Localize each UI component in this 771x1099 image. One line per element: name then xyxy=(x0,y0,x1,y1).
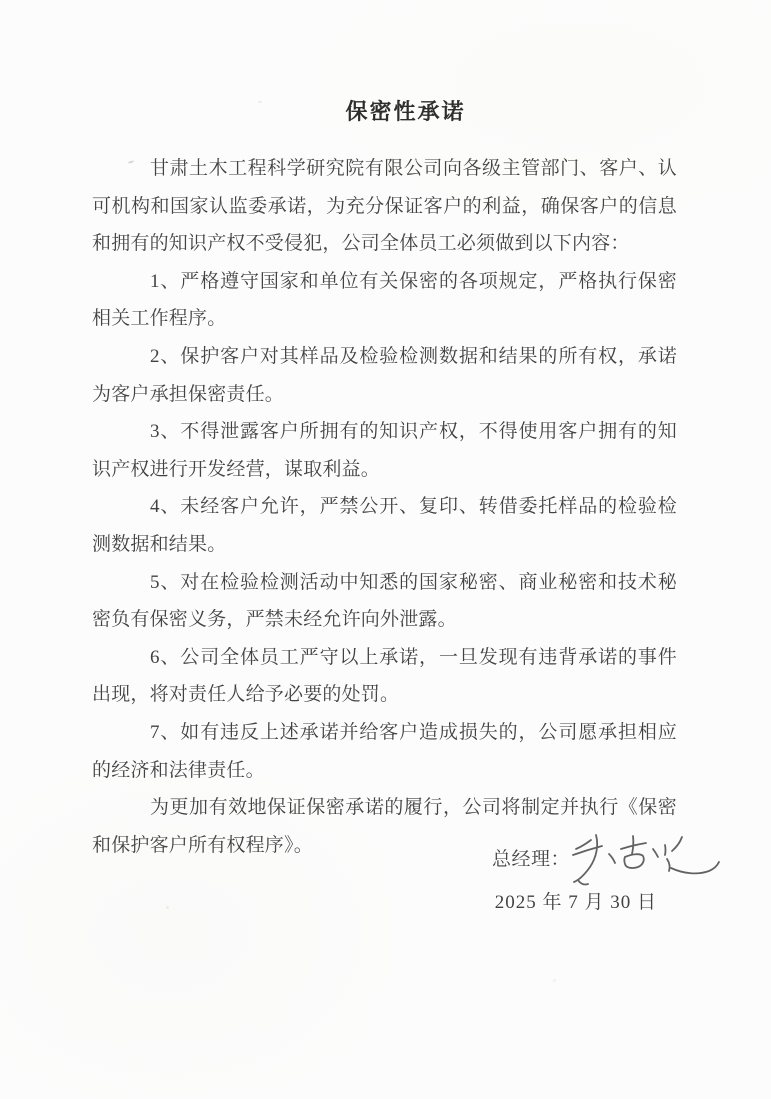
document-date: 2025 年 7 月 30 日 xyxy=(494,892,657,914)
commitment-item-3: 3、不得泄露客户所拥有的知识产权，不得使用客户拥有的知识产权进行开发经营，谋取利益。 xyxy=(92,421,677,480)
signatory-title-label: 总经理： xyxy=(491,849,570,871)
handwritten-signature xyxy=(570,830,720,900)
commitment-item-7: 7、如有违反上述承诺并给客户造成损失的，公司愿承担相应的经济和法律责任。 xyxy=(92,721,677,781)
commitment-item-4: 4、未经客户允许，严禁公开、复印、转借委托样品的检验检测数据和结果。 xyxy=(92,496,677,555)
commitment-item-5: 5、对在检验检测活动中知悉的国家秘密、商业秘密和技术秘密负有保密义务，严禁未经允许向外泄露。 xyxy=(92,571,677,631)
scan-speckle xyxy=(553,979,556,982)
document-title: 保密性承诺 xyxy=(345,99,466,124)
intro-paragraph: 甘肃土木工程科学研究院有限公司向各级主管部门、客户、认可机构和国家认监委承诺，为充分保证客户的利益，确保客户的信息和拥有的知识产权不受侵犯，公司全体员工必须做到以下内容： xyxy=(92,158,677,255)
commitment-item-1: 1、严格遵守国家和单位有关保密的各项规定，严格执行保密相关工作程序。 xyxy=(92,270,677,330)
commitment-item-2: 2、保护客户对其样品及检验检测数据和结果的所有权，承诺为客户承担保密责任。 xyxy=(92,345,677,405)
signature-row xyxy=(92,841,720,884)
document-body xyxy=(92,97,677,922)
closing-paragraph: 为更加有效地保证保密承诺的履行，公司将制定并执行《保密和保护客户所有权程序》。 xyxy=(92,797,677,856)
commitment-item-6: 6、公司全体员工严守以上承诺，一旦发现有违背承诺的事件出现，将对责任人给予必要的处罚。 xyxy=(92,646,677,706)
